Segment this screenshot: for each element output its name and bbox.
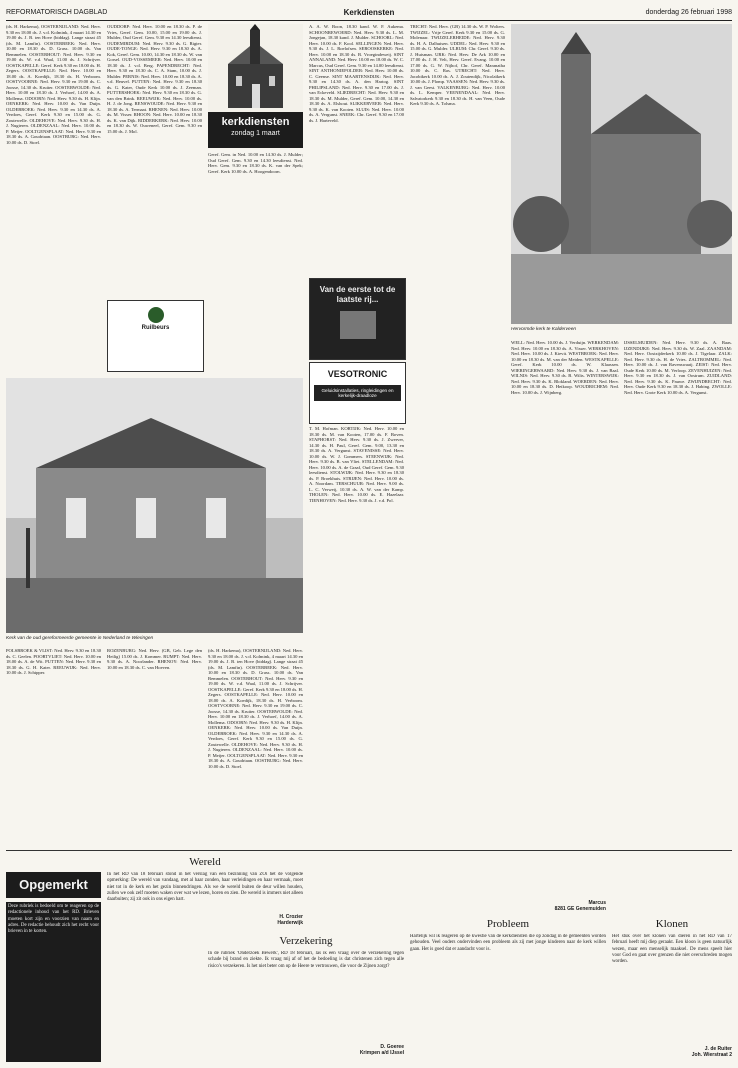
- photo-caption-left: Kerk van de oud gereformeerde gemeente in Nederland te Wieringen: [6, 636, 154, 641]
- article-place: Harderwijk: [277, 920, 303, 926]
- church-image: [6, 378, 303, 633]
- advert-brand: Ruilbeurs: [141, 325, 170, 331]
- advert-vesotronic: [309, 362, 406, 424]
- church-photo-right: [511, 24, 732, 324]
- article-place: 8281 GE Genemuiden: [554, 906, 606, 912]
- listing-text: WELL: Ned. Herv. 10.00 ds. J. Verduijn. WERKENDAM: Ned. Herv. 10.00 en 18.30 ds. A. Visser. WERKHOVEN: Ned. Herv. 10.00 ds. J. Kievit. WESTBROEK: Ned. Herv. 10.00 en 18.30 ds. M. van der Meiden. WESTKAPELLE: Geref. Kerk 10.00 ds. W. Klaassen. WIERINGERWAARD: Ned. Herv. 9.30 ds. J. van Baal. WILNIS: Ned. Herv. 9.30 ds. B. Wilts. WINTERSWIJK: Ned. Herv. 9.30 ds. K. Blokland. WOERDEN: Ned. Herv. 10.00 en 18.30 ds. D. Heikoop. WOUDRICHEM: Ned. Herv. 10.00 ds. J. Wijnberg.: [511, 340, 619, 395]
- issue-date: donderdag 26 februari 1998: [645, 9, 732, 16]
- listing-column-6: [410, 24, 505, 846]
- article-title-verzekering: Verzekering: [279, 935, 333, 947]
- article-place: Krimpen a/d IJssel: [359, 1050, 404, 1056]
- article-author: J. de Ruiter: [704, 1046, 732, 1052]
- listing-bottom-c: [208, 648, 303, 844]
- page-header: [6, 6, 732, 21]
- advert-ruilbeurs: [107, 300, 204, 372]
- listing-text: Geref. Gem. in Ned. 10.00 en 14.30 ds. J. Mulder; Oud Geref. Gem. 9.30 en 14.30 leesdienst. Ned. Herv. Gem. 9.30 en 18.30 ds. K. van der Spek; Geref. Kerk 10.00 ds. A. Hoogendoorn.: [208, 152, 303, 174]
- article-body-probleem: [410, 934, 606, 1044]
- advert-headline: Van de eerste tot de laatste rij...: [319, 285, 396, 304]
- article-sign-verzekering: [208, 1044, 404, 1056]
- banner-title: kerkdiensten: [221, 116, 290, 128]
- advert-logo: [148, 307, 164, 323]
- church-icon: [208, 24, 303, 112]
- listing-text: A. A. W. Boon, 18.30 kand. W. F. Aukema. SCHOONREWOERD: Ned. Herv. 9.30 ds. L. M. Jongejan, 18.30 kand. J. Mulder. SCHOORL: Ned. Herv. 10.00 ds. F. Kool. SELLINGEN: Ned. Herv. 9.30 ds. J. L. Roelofsen. SEROOSKERKE: Ned. Herv. 10.00 en 18.30 ds. B. Vroegindeweij. SINT ANNALAND: Ned. Herv. 10.00 en 18.00 ds. W. C. Marcus, Oud Geref. Gem. 9.30 en 14.00 leesdienst. SINT ANTHONIEPOLDER: Ned. Herv. 10.00 ds. C. Geense. SINT MAARTENSDIJK: Ned. Herv. 9.30 en 14.30 ds. A. den Hartog. SINT PHILIPSLAND: Ned. Herv. 9.30 en 17.00 ds. J. van Eckeveld. SLIEDRECHT: Ned. Herv. 9.30 en 18.30 ds. M. Mulder, Geref. Gem. 10.00, 14.30 en 18.30 ds. A. Elshout. SLIKKERVEER: Ned. Herv. 9.30 ds. K. van Kooten. SLUIS: Ned. Herv. 10.00 ds. A. Vergunst. SNEEK: Chr. Geref. 9.30 en 17.00 ds. J. Harteveld.: [309, 24, 404, 123]
- listing-text: TRICHT: Ned. Herv. (GB) 14.30 ds. W. P. Wolters. TWIJZEL: Vrije Geref. Kerk 9.30 en 15.00 ds. G. Molenaar. TWIJZELERHEIDE: Ned. Herv. 9.30 ds. H. A. Dalhuisen. UDDEL: Ned. Herv. 9.30 en 15.00 ds. G. Mulder. ULRUM: Chr. Geref. 9.30 ds. J. Huisman. URK: Ned. Herv. De Ark 10.00 en 17.00 ds. J. H. Velt, Herv. Geref. Evang. 10.00 en 17.00 ds. G. W. Nijhof, Chr. Geref. Maranatha 10.00 ds. C. Ras. UTRECHT: Ned. Herv. Jacobikerk 10.00 ds. A. J. Zoutendijk, Nicolaïkerk 10.00 ds. J. Plomp. VAASSEN: Ned. Herv. 9.30 ds. J. van Geest. VALKENBURG: Ned. Herv. 10.00 ds. L. Kemper. VEENENDAAL: Ned. Herv. Salvatorkerk 9.30 en 18.30 ds. H. van Veen, Oude Kerk 9.30 ds. A. Tolsma.: [410, 24, 505, 106]
- article-body-verzekering: [208, 951, 404, 1041]
- article-author: H. Crozier: [279, 914, 303, 920]
- article-title-wereld: Wereld: [189, 856, 221, 868]
- listing-text: (ds. H. Harkema), OOSTERNIJLAND: Ned. Herv. 9.30 en 18.00 ds. J. v.d. Kolmink, 4 maart 14.30 en 19.00 ds. J. B. ten Hove (biddag). Lange straat 45 (ds. M. Lamfin). OOSTERBEEK: Ned. Herv. 10.00 en 18.30 ds. D. Grass. 10.00 ds. Van Bemmelen. OOSTERHOUT: Ned. Herv. 9.30 en 19.00 ds. W. v.d. Waal, 11.00 ds. J. Schrijver. OOSTKAPELLE: Geref. Kerk 9.30 en 18.00 ds. H. Zegers. OOSTKAPELLE: Ned. Herv. 10.00 en 18.00 ds. A. Koedijk, 18.30 ds. H. Verboom. OOSTVOORNE: Ned. Herv. 9.30 en 19.00 ds. C. Joosse, 14.30 ds. Kruiter. OOSTERWOLDE: Ned. Herv. 10.00 en 18.30 ds. J. Verhoef, 14.00 ds. A. Mollema. ODOORN: Ned. Herv. 9.30 ds. H. Klijn. OENKERK: Ned. Herv. 10.00 ds. Van Duijn. OLDEBROEK: Ned. Herv. 9.30 en 14.30 ds. A. Verdoes, Geref. Kerk 9.30 en 15.00 ds. G. Zoutewelle. OLDEHOVE: Ned. Herv. 9.30 ds. H. J. Nugteren. OLDENZAAL: Ned. Herv. 10.00 ds. P. Meijer. OOLTGENSPLAAT: Ned. Herv. 9.30 en 18.30 ds. A. Goudriaan. OOSTBURG: Ned. Herv. 10.00 ds. D. Stoel.: [208, 648, 303, 769]
- article-body-klonen: [612, 934, 732, 1044]
- section-title: Kerkdiensten: [343, 8, 395, 17]
- article-body-wereld: [107, 872, 303, 912]
- advert-photo: [340, 311, 376, 339]
- advert-memoriam: [309, 278, 406, 360]
- church-photo-left: [6, 378, 303, 633]
- advert-brand: VESOTRONIC: [327, 369, 388, 379]
- kerkdiensten-banner: [208, 112, 303, 148]
- opgemerkt-box: [6, 872, 101, 898]
- listing-bottom-b: [107, 648, 202, 844]
- listing-text: T. M. Hofman. KORTIJK: Ned. Herv. 10.00 en 18.30 ds. M. van Kooten, 17.00 ds. F. Boven. STAPHORST: Ned. Herv. 9.30 ds. J. Zwerver, 14.30 ds. H. Paul, Geref. Gem. 9.00, 13.30 en 18.30 ds. A. Vergunst. STAVENISSE: Ned. Herv. 10.00 ds. W. J. Gommers. STEENWIJK: Ned. Herv. 9.30 ds. B. van Vliet. STELLENDAM: Ned. Herv. 10.00 ds. A. de Graaf, Oud Geref. Gem. 9.30 leesdienst. STOLWIJK: Ned. Herv. 9.30 en 18.30 ds. P. Broekhuis. STRIJEN: Ned. Herv. 10.00 ds. A. Noordam. TERSCHUUR: Ned. Herv. 9.00 ds. L. C. Verweij, 10.30 ds. A. W. van der Kamp. THOLEN: Ned. Herv. 10.00 ds. E. Hazelaar. TIENHOVEN: Ned. Herv. 9.30 ds. J. v.d. Pol.: [309, 426, 404, 503]
- listing-text: POLSBROEK & VLIST: Ned. Herv. 9.30 en 18.30 ds. C. Geelen. POORTVLIET: Ned. Herv. 10.00 en 18.00 ds. A. de Wit. PUTTEN: Ned. Herv. 9.30 en 18.30 ds. G. H. Kater. REEUWIJK: Ned. Herv. 10.00 ds. J. Schipper.: [6, 648, 101, 675]
- article-place: Joh. Wierstraat 2: [691, 1052, 732, 1058]
- listing-column-4: [309, 24, 404, 274]
- listing-text: OUDDORP: Ned. Herv. 10.00 en 18.30 ds. P. de Vries, Geref. Gem. 10.00, 15.00 en 19.00 ds. J. Mulder, Oud Geref. Gem. 9.30 en 14.30 leesdienst. OUDEMIRDUM: Ned. Herv. 9.30 ds. G. Rigter. OUDE-TONGE: Ned. Herv. 9.30 en 18.30 ds. A. Kok, Geref. Gem. 10.00, 14.30 en 18.30 ds. W. van Gorsel. OUD-VOSSEMEER: Ned. Herv. 10.00 en 18.30 ds. J. v.d. Berg. PAPENDRECHT: Ned. Herv. 9.30 en 18.30 ds. C. A. Stam, 10.00 ds. J. Mulder. PERNIS: Ned. Herv. 10.00 en 18.30 ds. A. v.d. Heuvel. PUTTEN: Ned. Herv. 9.30 en 18.30 ds. G. Kater, Oude Kerk 10.00 ds. J. Zeeman. PUTTERSHOEK: Ned. Herv. 9.30 en 18.30 ds. G. van den Brink. REEUWIJK: Ned. Herv. 10.00 ds. H. J. de Jong. RENSWOUDE: Ned. Herv. 9.30 en 18.30 ds. A. Termaat. RHENEN: Ned. Herv. 10.00 ds. M. Visser. RHOON: Ned. Herv. 10.00 en 18.30 ds. K. van Dijk. RIDDERKERK: Ned. Herv. 10.00 en 18.30 ds. W. Ouweneel, Geref. Gem. 9.30 en 15.00 ds. J. Mol.: [107, 24, 202, 134]
- listing-text: IJSSELMUIDEN: Ned. Herv. 9.30 ds. A. Baas. IJZENDIJKE: Ned. Herv. 9.30 ds. W. Zaal. ZAANDAM: Ned. Herv. Oostzijderkerk 10.00 ds. J. Tigelaar. ZALK: Ned. Herv. 9.30 ds. H. de Vries. ZALTBOMMEL: Ned. Herv. 10.00 ds. J. van Ravenswaaij. ZEIST: Ned. Herv. Oude Kerk 10.00 ds. M. Verloop. ZEVENHUIZEN: Ned. Herv. 9.30 en 18.30 ds. J. van Oostrum. ZUIDLAND: Ned. Herv. 9.30 ds. K. Pauwe. ZWIJNDRECHT: Ned. Herv. Oude Kerk 9.30 en 18.30 ds. J. Habing. ZWOLLE: Ned. Herv. Grote Kerk 10.00 ds. A. Vergunst.: [624, 340, 732, 395]
- listing-column-8: [624, 340, 732, 846]
- article-author: D. Goeree: [380, 1044, 404, 1050]
- advert-tagline: Geluidsinstallaties, ringleidingen en kerkelijk-draadloze: [314, 385, 401, 401]
- church-illustration: [208, 24, 303, 112]
- listing-column-1: [6, 24, 101, 374]
- article-author: Marcus: [588, 900, 606, 906]
- listing-column-2: [107, 24, 202, 294]
- photo-caption-right: Hervormde kerk te Kalderveen: [511, 327, 577, 332]
- listing-column-5: [309, 426, 404, 846]
- listing-text: (ds. H. Harkema), OOSTERNIJLAND: Ned. Herv. 9.30 en 18.00 ds. J. v.d. Kolmink, 4 maart 14.30 en 19.00 ds. J. B. ten Hove (biddag). Lange straat 45 (ds. M. Lamfin). OOSTERBEEK: Ned. Herv. 10.00 en 18.30 ds. D. Grass. 10.00 ds. Van Bemmelen. OOSTERHOUT: Ned. Herv. 9.30 en 19.00 ds. W. v.d. Waal, 11.00 ds. J. Schrijver. OOSTKAPELLE: Geref. Kerk 9.30 en 18.00 ds. H. Zegers. OOSTKAPELLE: Ned. Herv. 10.00 en 18.00 ds. A. Koedijk, 18.30 ds. H. Verboom. OOSTVOORNE: Ned. Herv. 9.30 en 19.00 ds. C. Joosse, 14.30 ds. Kruiter. OOSTERWOLDE: Ned. Herv. 10.00 en 18.30 ds. J. Verhoef, 14.00 ds. A. Mollema. ODOORN: Ned. Herv. 9.30 ds. H. Klijn. OENKERK: Ned. Herv. 10.00 ds. Van Duijn. OLDEBROEK: Ned. Herv. 9.30 en 14.30 ds. A. Verdoes, Geref. Kerk 9.30 en 15.00 ds. G. Zoutewelle. OLDEHOVE: Ned. Herv. 9.30 ds. H. J. Nugteren. OLDENZAAL: Ned. Herv. 10.00 ds. P. Meijer. OOLTGENSPLAAT: Ned. Herv. 9.30 en 18.30 ds. A. Goudriaan. OOSTBURG: Ned. Herv. 10.00 ds. D. Stoel.: [6, 24, 101, 145]
- article-title-probleem: Probleem: [486, 918, 530, 930]
- article-sign-probleem: [410, 900, 606, 912]
- article-sign-klonen: [612, 1046, 732, 1058]
- newspaper-name: REFORMATORISCH DAGBLAD: [6, 9, 108, 16]
- article-text: In de rubriek 'Onderzoek Bewerk', RD 18 februari, las ik een vraag over de verzekering tegen schade bij brand en ziekte. Ik vraag mij af of het de bedoeling is dat christenen zich tegen alle risico's verzekeren. Is het niet beter om op de Heere te vertrouwen, die voor de Zijnen zorgt?: [208, 951, 404, 969]
- article-text: Het stuk over het klonen van dieren in het RD van 17 februari heeft mij diep geraakt. Een kloon is geen natuurlijk wezen, maar een menselijk maaksel. De mens speelt hier voor God en gaat over grenzen die niet overschreden mogen worden.: [612, 934, 732, 965]
- opgemerkt-text: [6, 902, 101, 1062]
- article-sign-wereld: [107, 914, 303, 926]
- church-image: [511, 24, 732, 324]
- listing-column-7: [511, 340, 619, 846]
- listing-column-3: [208, 152, 303, 374]
- opgemerkt-title: Opgemerkt: [19, 877, 88, 892]
- banner-subtitle: zondag 1 maart: [231, 130, 280, 137]
- opgemerkt-body: Deze rubriek is bedoeld om te reageren op de redactionele inhoud van het RD. Brieven moeten kort zijn en voorzien van naam en adres. De redactie behoudt zich het recht voor brieven in te korten.: [8, 904, 99, 935]
- article-text: In het RD van 18 februari stond in het verslag van een bezinning van ZOi het de volgende opmerking: De wereld van vandaag, met al haar zonden, haar verleidingen en haar vermaak, moet niet tot in de kerk en het gezin binnendringen. Als we de wereld buiten de deur willen houden, zullen we ook zelf moeten waken over wat we lezen, horen en zien. De wereld is immers niet alleen daarbuiten; zij zit ook in ons eigen hart.: [107, 872, 303, 903]
- section-divider: [6, 850, 732, 851]
- article-title-klonen: Klonen: [655, 918, 689, 930]
- listing-text: ROZENBURG: Ned. Herv. (GB, Geb. Lege den Heilig) 15.00 ds. J. Kommer. RUMPT: Ned. Herv. 9.30 ds. A. Noorlander. RHENOY: Ned. Herv. 10.00 en 18.30 ds. C. van Hoeven.: [107, 648, 202, 670]
- listing-bottom-a: [6, 648, 101, 844]
- article-text: Hartelijk wil ik reageren op de kwestie van de kerkdiensten die op zondag in de gemeenten worden gehouden. Veel ouders ondervinden een probleem als zij met jonge kinderen naar de kerk willen gaan. Het is goed dat er aandacht voor is.: [410, 934, 606, 952]
